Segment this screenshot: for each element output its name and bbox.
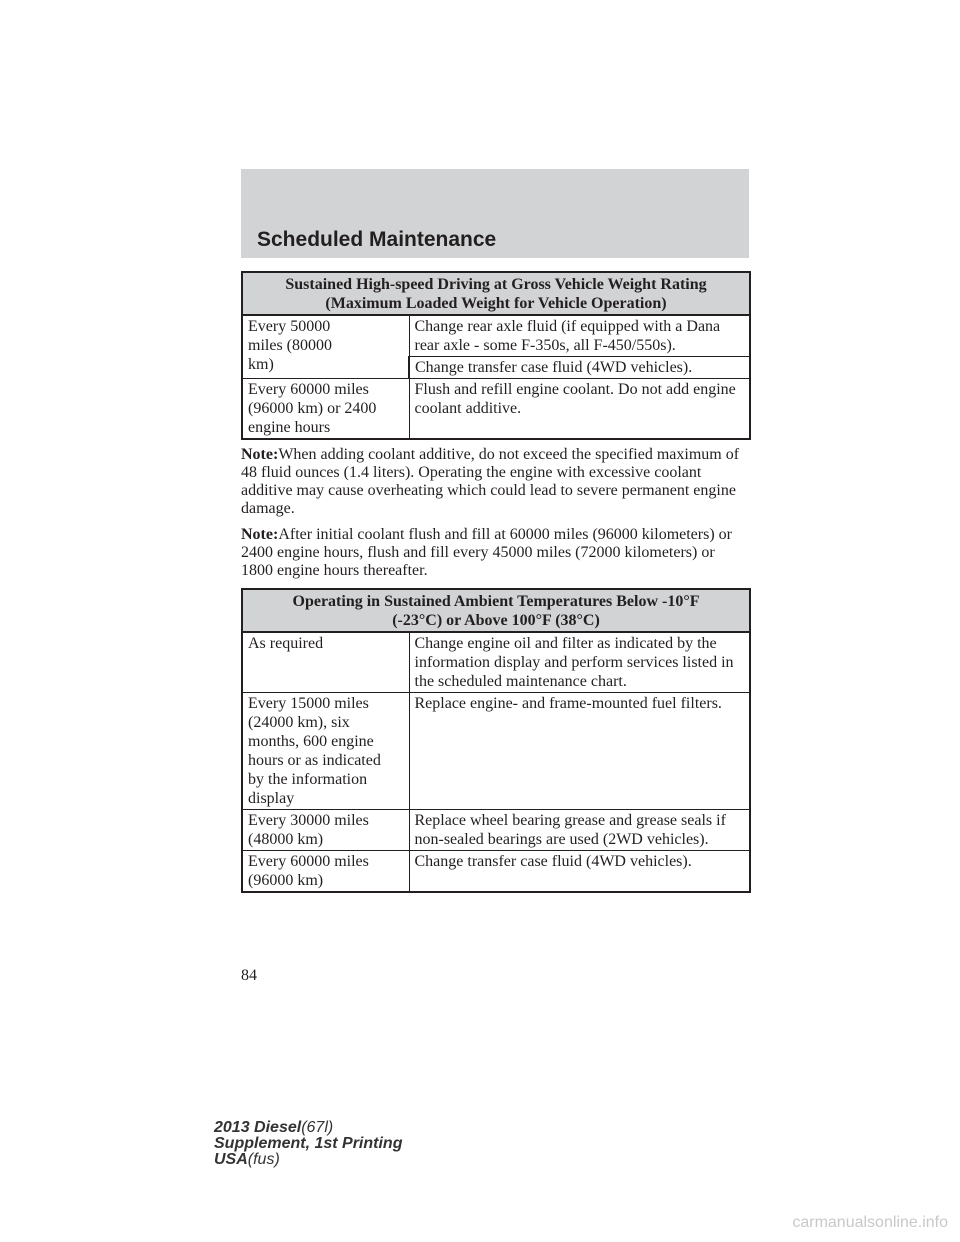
interval-cell: Every 60000 miles (96000 km) or 2400 engine hours <box>242 379 409 440</box>
table-heading-row <box>242 589 750 632</box>
service-cell: Flush and refill engine coolant. Do not add engine coolant additive. <box>409 379 750 440</box>
service-cell: Replace engine- and frame-mounted fuel filters. <box>409 693 750 810</box>
table-row <box>242 379 750 440</box>
service-cell: Change engine oil and filter as indicated by the information display and perform services listed in the scheduled maintenance chart. <box>409 632 750 693</box>
note-text: When adding coolant additive, do not exceed the specified maximum of 48 fluid ounces (1.4 liters). Operating the engine with excessive coolant additive may cause overheating which could lead to severe permanent engine damage. <box>241 446 740 517</box>
note-label: Note: <box>241 526 279 543</box>
table-heading-line: (-23°C) or Above 100°F (38°C) <box>392 612 600 629</box>
service-cell: Change transfer case fluid (4WD vehicles). <box>409 357 750 379</box>
table-row <box>242 810 750 851</box>
service-cell: Change transfer case fluid (4WD vehicles). <box>409 851 750 893</box>
table-heading-line: Operating in Sustained Ambient Temperatures Below -10°F <box>292 593 700 610</box>
section-title: Scheduled Maintenance <box>257 228 497 251</box>
maintenance-table-ambient-temps <box>241 588 751 893</box>
note-label: Note: <box>241 446 279 463</box>
service-cell: Change rear axle fluid (if equipped with a Dana rear axle - some F-350s, all F-450/550s). <box>409 315 750 357</box>
interval-cell: Every 50000 miles (80000 km) <box>242 315 409 379</box>
table-row <box>242 693 750 810</box>
footer-market: USA <box>214 1151 248 1168</box>
note-text: After initial coolant flush and fill at 60000 miles (96000 kilometers) or 2400 engine hours, flush and fill every 45000 miles (72000 kilometers) or 1800 engine hours thereafter. <box>241 526 732 579</box>
maintenance-table-high-speed <box>241 271 751 440</box>
interval-cell: Every 30000 miles (48000 km) <box>242 810 409 851</box>
note-paragraph <box>241 526 749 580</box>
page-content <box>241 271 749 893</box>
footer-model: 2013 Diesel <box>214 1119 302 1136</box>
print-footer <box>214 1120 402 1168</box>
service-cell: Replace wheel bearing grease and grease seals if non-sealed bearings are used (2WD vehicles). <box>409 810 750 851</box>
footer-printing: Supplement, 1st Printing <box>214 1135 403 1152</box>
note-paragraph <box>241 446 749 518</box>
interval-cell: As required <box>242 632 409 693</box>
footer-market-code: (fus) <box>247 1151 280 1168</box>
footer-line <box>214 1120 402 1136</box>
table-heading-line: Sustained High-speed Driving at Gross Vehicle Weight Rating <box>285 276 707 293</box>
table-row <box>242 315 750 357</box>
section-header-band <box>241 169 749 258</box>
interval-cell: Every 15000 miles (24000 km), six months, 600 engine hours or as indicated by the information display <box>242 693 409 810</box>
table-heading-row <box>242 272 750 315</box>
table-heading <box>242 589 750 632</box>
table-heading-line: (Maximum Loaded Weight for Vehicle Operation) <box>325 295 667 312</box>
interval-cell: Every 60000 miles (96000 km) <box>242 851 409 893</box>
table-row <box>242 632 750 693</box>
table-heading <box>242 272 750 315</box>
watermark-text: carmanualsonline.info <box>792 1214 948 1231</box>
table-row <box>242 851 750 893</box>
footer-code: (67l) <box>301 1119 334 1136</box>
footer-line <box>214 1152 402 1168</box>
page-number: 84 <box>241 967 257 984</box>
